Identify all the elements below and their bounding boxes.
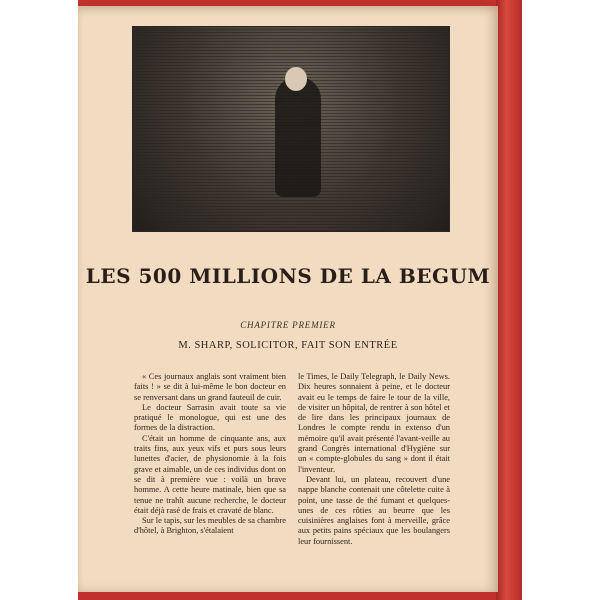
- central-figure: [275, 77, 321, 197]
- paragraph: Devant lui, un plateau, recouvert d'une nappe blanche contenait une côtelette cuite à point, une tasse de thé fumant et quelques-unes de ces rôties au beurre que les cuisinières anglaises font à merveille, grâce aux petits pains spéciaux que les boulangers leur fournissent.: [298, 474, 450, 546]
- red-cover-edge: [496, 0, 522, 600]
- paragraph: C'était un homme de cinquante ans, aux traits fins, aux yeux vifs et purs sous leurs lunettes d'acier, de physionomie à la fois grave et aimable, un de ces individus dont on se dit à première vue : voilà un brave homme. A cette heure matinale, bien que sa tenue ne trahît aucune recherche, le docteur était déjà rasé de frais et cravaté de blanc.: [134, 433, 286, 515]
- book-page: [78, 6, 498, 592]
- paragraph: le Times, le Daily Telegraph, le Daily News. Dix heures sonnaient à peine, et le docteur avait eu le temps de faire le tour de la ville, de visiter un hôpital, de rentrer à son hôtel et de lire dans les principaux journaux de Londres le compte rendu in extenso d'un mémoire qu'il avait présenté l'avant-veille au grand Congrès international d'Hygiène sur un « compte-globules du sang » dont il était l'inventeur.: [298, 372, 450, 474]
- engraving-illustration: [132, 26, 450, 232]
- paragraph: « Ces journaux anglais sont vraiment bien faits ! » se dit à lui-même le bon docteur en se renversant dans un grand fauteuil de cuir.: [134, 372, 286, 402]
- text-column-right: [298, 372, 450, 547]
- book: [78, 0, 522, 600]
- text-column-left: [134, 372, 286, 537]
- book-title: LES 500 MILLIONS DE LA BEGUM: [85, 264, 491, 288]
- chapter-heading: CHAPITRE PREMIER: [240, 320, 336, 330]
- paragraph: Sur le tapis, sur les meubles de sa chambre d'hôtel, à Brighton, s'étalaient: [134, 516, 286, 536]
- paragraph: Le docteur Sarrasin avait toute sa vie pratiqué le monologue, qui est une des formes de la distraction.: [134, 402, 286, 433]
- chapter-subtitle: M. SHARP, SOLICITOR, FAIT SON ENTRÉE: [178, 340, 398, 351]
- central-figure-head: [285, 67, 307, 91]
